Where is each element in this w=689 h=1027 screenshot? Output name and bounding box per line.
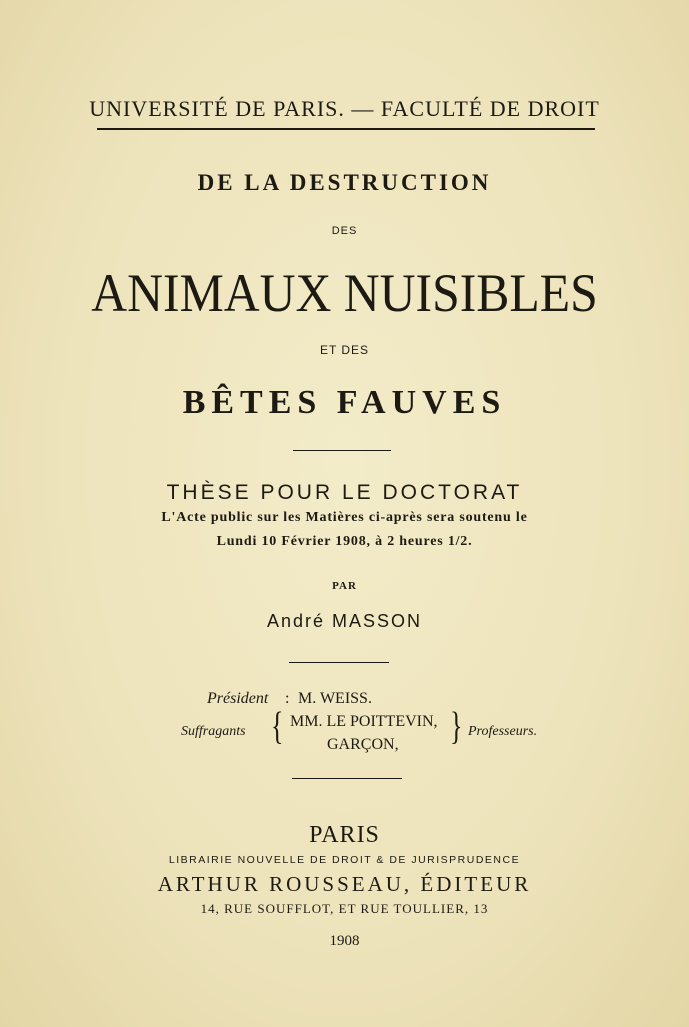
publisher-city: PARIS (309, 822, 380, 848)
publisher-address: 14, RUE SOUFFLOT, ET RUE TOULLIER, 13 (200, 901, 489, 916)
title-des: DES (331, 225, 358, 237)
jury-mm-line: MM. LE POITTEVIN, (290, 713, 438, 730)
professeurs-label: Professeurs. (468, 724, 538, 739)
university-header: UNIVERSITÉ DE PARIS. — FACULTÉ DE DROIT (89, 96, 600, 121)
thesis-acte-line-1: L'Acte public sur les Matières ci-après sera soutenu le (161, 510, 528, 525)
suffragants-label: Suffragants (181, 724, 246, 739)
jury-garcon-line: GARÇON, (327, 736, 399, 753)
thesis-acte-line-2: Lundi 10 Février 1908, à 2 heures 1/2. (216, 534, 473, 549)
publication-year: 1908 (329, 933, 360, 949)
president-separator: : (285, 690, 290, 707)
president-label: Président (207, 690, 269, 707)
header-rule (97, 128, 595, 130)
divider-rule-2 (289, 662, 389, 663)
author-name: André MASSON (266, 611, 423, 631)
right-brace: } (450, 704, 463, 748)
title-main: ANIMAUX NUISIBLES (91, 263, 598, 323)
president-name: M. WEISS. (298, 690, 372, 707)
divider-rule-1 (293, 450, 391, 451)
publisher-editor: ARTHUR ROUSSEAU, ÉDITEUR (157, 872, 532, 896)
publisher-library: LIBRAIRIE NOUVELLE DE DROIT & DE JURISPRUDENCE (168, 854, 521, 866)
title-line-2: BÊTES FAUVES (182, 384, 507, 421)
left-brace: { (271, 704, 284, 748)
title-line-1: DE LA DESTRUCTION (197, 170, 492, 195)
title-et-des: ET DES (319, 343, 370, 357)
author-par: PAR (332, 580, 357, 592)
divider-rule-3 (292, 778, 402, 779)
thesis-heading: THÈSE POUR LE DOCTORAT (166, 481, 523, 504)
